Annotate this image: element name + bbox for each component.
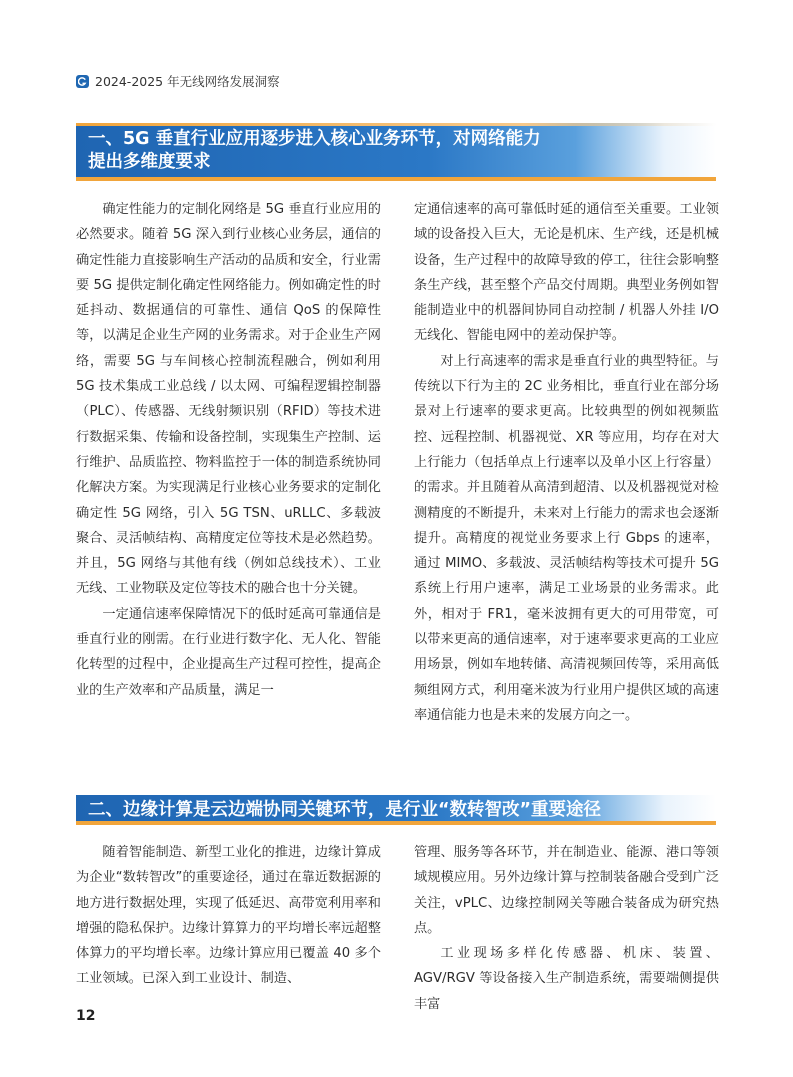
paragraph: 随着智能制造、新型工业化的推进，边缘计算成为企业“数转智改”的重要途径，通过在靠近数据源的地方进行数据处理，实现了低延迟、高带宽利用率和增强的隐私保护。边缘计算算力的平均增长率远超整体算力的平均增长率。边缘计算应用已覆盖 40 多个工业领域。已深入到工业设计、制造、 — [76, 845, 381, 987]
section-1-title-line2: 提出多维度要求 — [88, 152, 211, 172]
column-right-section-2 — [414, 840, 719, 1017]
paragraph: 管理、服务等各环节，并在制造业、能源、港口等领域规模应用。另外边缘计算与控制装备融合受到广泛关注，vPLC、边缘控制网关等融合装备成为研究热点。 — [414, 845, 719, 936]
section-1-top-stripe — [76, 123, 716, 126]
page-number: 12 — [76, 1008, 96, 1024]
paragraph: 确定性能力的定制化网络是 5G 垂直行业应用的必然要求。随着 5G 深入到行业核心业务层，通信的确定性能力直接影响生产活动的品质和安全，行业需要 5G 提供定制化确定性网络能力。例如确定性的时延抖动、数据通信的可靠性、通信 QoS 的保障性等，以满足企业生产网的业务需求。对于企业生产网络，需要 5G 与车间核心控制流程融合，例如利用 5G 技术集成工业总线 / 以太网、可编程逻辑控制器（PLC）、传感器、无线射频识别（RFID）等技术进行数据采集、传输和设备控制，实现集生产控制、运行维护、品质监控、物料监控于一体的制造系统协同化解决方案。为实现满足行业核心业务要求的定制化确定性 5G 网络，引入 5G TSN、uRLLC、多载波聚合、灵活帧结构、高精度定位等技术是必然趋势。并且，5G 网络与其他有线（例如总线技术）、工业无线、工业物联及定位等技术的融合也十分关键。 — [76, 202, 381, 597]
header-title: 2024-2025 年无线网络发展洞察 — [95, 74, 280, 89]
section-2-title-text: 二、边缘计算是云边端协同关键环节，是行业“数转智改”重要途径 — [88, 800, 602, 820]
report-logo-icon — [76, 75, 89, 88]
paragraph: 定通信速率的高可靠低时延的通信至关重要。工业领域的设备投入巨大，无论是机床、生产线，还是机械设备，生产过程中的故障导致的停工，往往会影响整条生产线，甚至整个产品交付周期。典型业务例如智能制造业中的机器间协同自动控制 / 机器人外挂 I/O 无线化、智能电网中的差动保护等。 — [414, 202, 719, 344]
section-2-title — [76, 795, 716, 825]
column-right-section-1 — [414, 197, 719, 728]
paragraph: 一定通信速率保障情况下的低时延高可靠通信是垂直行业的刚需。在行业进行数字化、无人化、智能化转型的过程中，企业提高生产过程可控性，提高企业的生产效率和产品质量，满足一 — [76, 606, 381, 698]
column-left-section-2 — [76, 840, 381, 992]
paragraph: 工业现场多样化传感器、机床、装置、AGV/RGV 等设备接入生产制造系统，需要端侧提供丰富 — [414, 946, 719, 1012]
paragraph: 对上行高速率的需求是垂直行业的典型特征。与传统以下行为主的 2C 业务相比，垂直行业在部分场景对上行速率的要求更高。比较典型的例如视频监控、远程控制、机器视觉、XR 等应用，均存在对大上行能力（包括单点上行速率以及单小区上行容量）的需求。并且随着从高清到超清、以及机器视觉对检测精度的不断提升，未来对上行能力的需求也会逐渐提升。高精度的视觉业务要求上行 Gbps 的速率，通过 MIMO、多载波、灵活帧结构等技术可提升 5G 系统上行用户速率，满足工业场景的业务需求。此外，相对于 FR1，毫米波拥有更大的可用带宽，可以带来更高的通信速率，对于速率要求更高的工业应用场景，例如车地转储、高清视频回传等，采用高低频组网方式，利用毫米波为行业用户提供区域的高速率通信能力也是未来的发展方向之一。 — [414, 353, 719, 723]
column-left-section-1 — [76, 197, 381, 703]
section-1-title — [76, 123, 716, 181]
running-header — [76, 72, 280, 90]
section-1-title-line1: 一、5G 垂直行业应用逐步进入核心业务环节，对网络能力 — [88, 129, 541, 149]
